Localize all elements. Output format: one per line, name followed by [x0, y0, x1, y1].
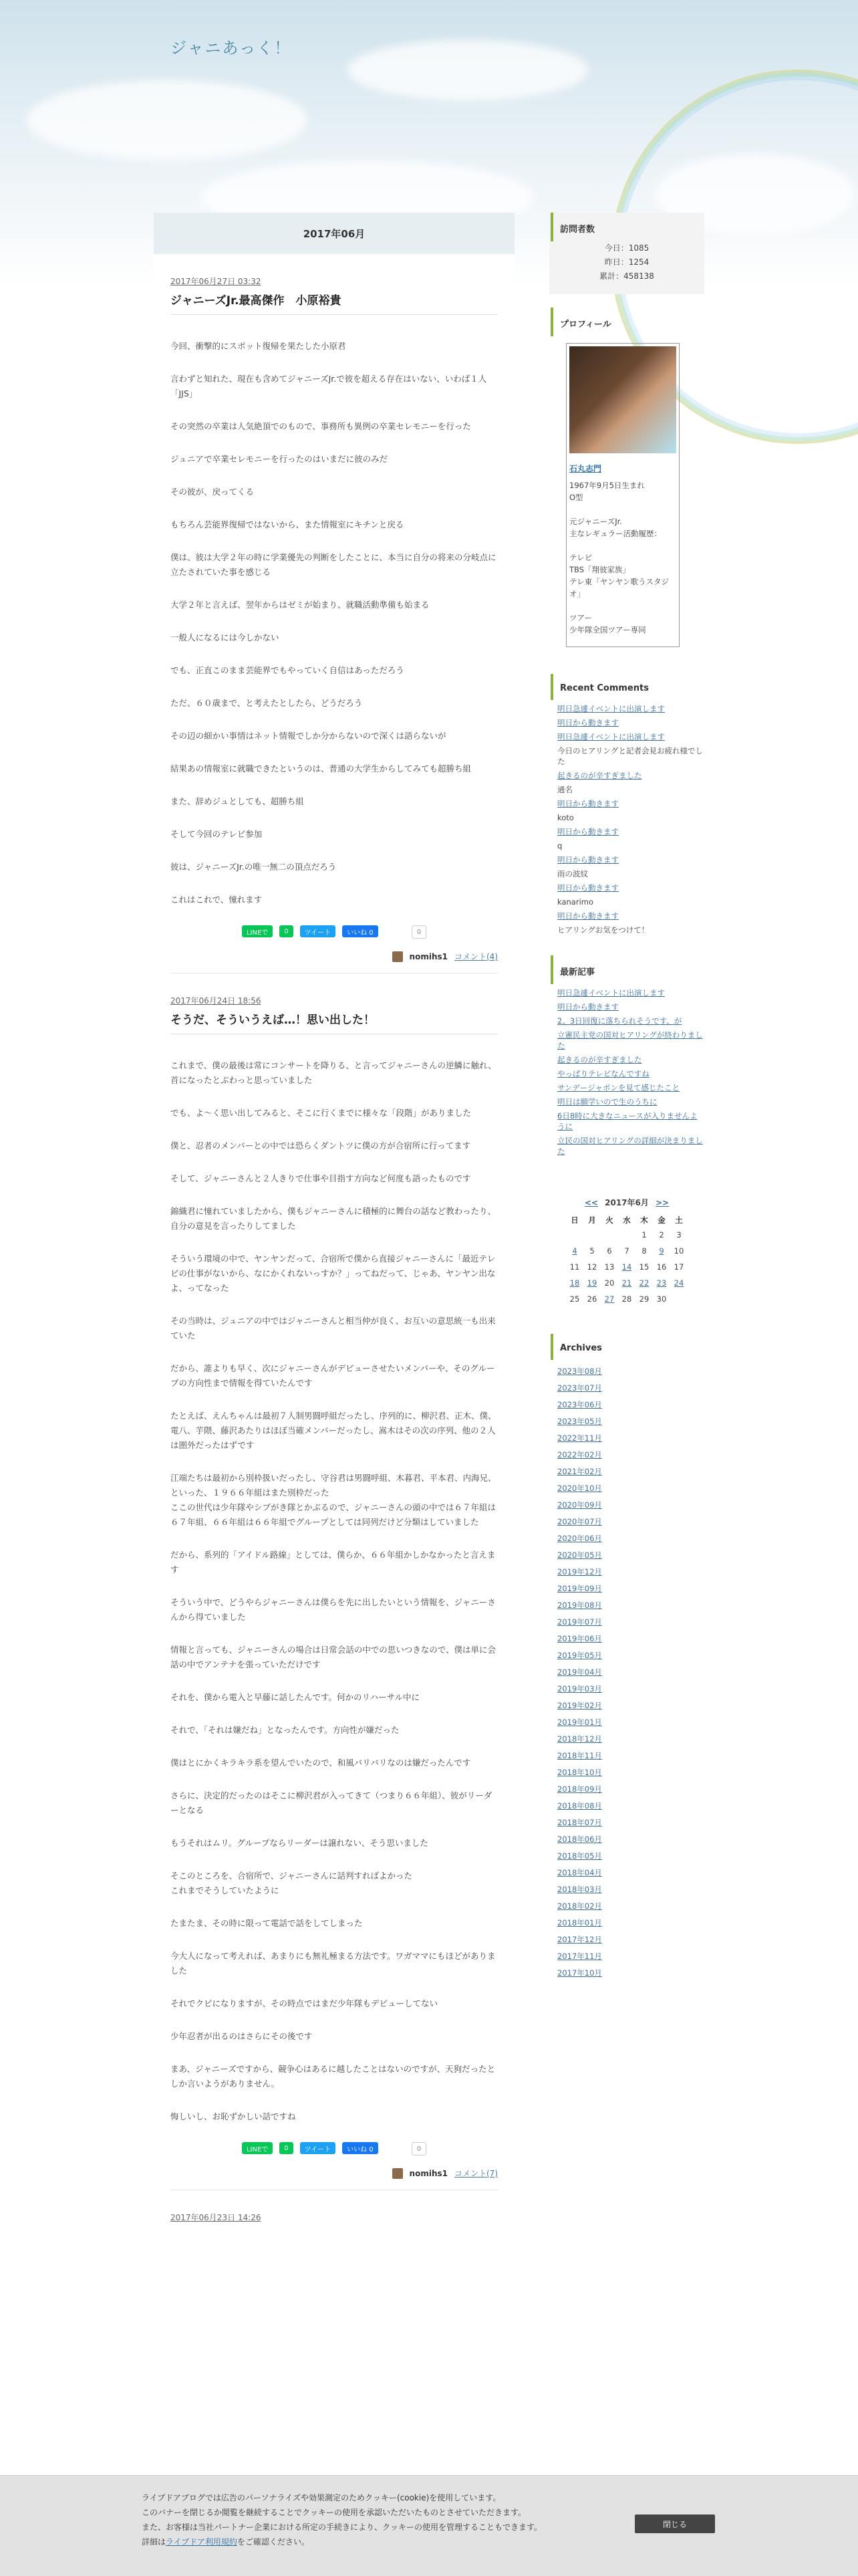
calendar-day: 12: [587, 1262, 597, 1272]
calendar-section: [549, 1197, 704, 1307]
archive-link[interactable]: 2023年05月: [557, 1417, 602, 1426]
cloud-decoration: [27, 80, 307, 160]
calendar-weekday: 月: [588, 1215, 596, 1225]
entry-paragraph: 今回、衝撃的にスポット復帰を果たした小原君: [170, 341, 346, 351]
calendar-day: 20: [604, 1278, 615, 1288]
latest-posts-section: [549, 955, 704, 1157]
entry-paragraph: 情報と言っても、ジャニーさんの場合は日常会話の中での思いつきなので、僕は単に会話の中でアンテナを張っていただけです: [170, 1645, 496, 1669]
calendar-weekday: 土: [675, 1215, 683, 1225]
recent-comments-heading: Recent Comments: [551, 674, 704, 700]
access-heading: 訪問者数: [551, 213, 704, 241]
calendar-week: [566, 1227, 688, 1243]
latest-post-link[interactable]: 6日8時に大きなニュースが入りませんように: [557, 1111, 698, 1131]
recent-comment-link[interactable]: 明日から動きます: [557, 718, 619, 727]
calendar-day: [583, 1227, 601, 1243]
latest-post-link[interactable]: 立民の国対ヒアリングの詳細が決まりました: [557, 1136, 703, 1156]
recent-comment-link[interactable]: 明日急遽イベントに出演します: [557, 704, 665, 713]
entry-paragraph: 彼は、ジャニーズJr.の唯一無二の頂点だろう: [170, 862, 337, 872]
entry-body: [170, 1058, 498, 2124]
recent-comment-link[interactable]: 明日から動きます: [557, 799, 619, 808]
calendar-day: 13: [604, 1262, 615, 1272]
recent-comment-author: koto: [557, 813, 574, 822]
entry-title[interactable]: そうだ、そういうえば…！思い出した！: [170, 1010, 498, 1034]
calendar-weekday: 木: [640, 1215, 648, 1225]
entry-paragraph: その突然の卒業は人気絶頂でのもので、事務所も異例の卒業セレモニーを行った: [170, 421, 471, 431]
entry-paragraph: だから、系列的「アイドル路線」としては、僕らか、６６年組かしかなかったと言えます: [170, 1550, 496, 1574]
cookie-line: このバナーを閉じるか閲覧を継続することでクッキーの使用を承認いただいたものとさせていただきます。: [142, 2508, 527, 2517]
calendar-day: 29: [639, 1294, 650, 1304]
archive-link[interactable]: 2023年07月: [557, 1383, 602, 1393]
entry: [154, 275, 515, 973]
calendar-day: 6: [607, 1246, 612, 1256]
archives-section: [549, 1334, 704, 1978]
calendar-weekday: 金: [658, 1215, 666, 1225]
entry-paragraph: それを、僕から電入と早藤に話したんです。何かのリハーサル中に: [170, 1692, 420, 1702]
archive-link[interactable]: 2017年11月: [557, 1952, 602, 1961]
cookie-banner: [0, 2475, 858, 2576]
entry-paragraph: 言わずと知れた、現在も含めてジャニーズJr.で彼を超える存在はいない、いわば１人「JJS」: [170, 374, 487, 398]
line-like-button[interactable]: 0: [279, 925, 293, 937]
profile-photo: [569, 346, 676, 453]
line-share-button[interactable]: LINEで: [242, 2142, 273, 2154]
tweet-button[interactable]: ツイート: [300, 925, 336, 937]
archive-link[interactable]: 2018年06月: [557, 1835, 602, 1844]
calendar-day: 15: [639, 1262, 650, 1272]
recent-comment-link[interactable]: 起きるのが辛すぎました: [557, 771, 642, 780]
calendar-day: 2: [659, 1230, 664, 1240]
calendar-day[interactable]: 14: [621, 1262, 632, 1272]
calendar-day: 26: [587, 1294, 597, 1304]
entry-paragraph: それでクビになりますが、その時点ではまだ少年隊もデビューしてない: [170, 1998, 438, 2008]
profile-text: 1967年9月5日生まれ O型 元ジャニーズJr. 主なレギュラー活動履歴： テレビ TBS「翔彼家族」 テレ東「ヤンヤン歌うスタジオ」 ツアー 少年隊全国ツアー専同: [569, 481, 670, 634]
calendar-day[interactable]: 21: [621, 1278, 632, 1288]
entry-paragraph: 今大人になって考えれば、あまりにも無礼極まる方法です。ワガママにもほどがありました: [170, 1951, 496, 1976]
calendar-day: 3: [676, 1230, 682, 1240]
recent-comment-author: 通名: [557, 785, 573, 794]
calendar-week: [566, 1275, 688, 1291]
facebook-like-button[interactable]: いいね 0: [342, 925, 378, 937]
calendar-table: [566, 1213, 688, 1307]
calendar-day: [566, 1227, 583, 1243]
entry-paragraph: まあ、ジャニーズですから、競争心はあるに越したことはないのですが、天狗だったとしか言いようがありません。: [170, 2064, 496, 2089]
recent-comment-link[interactable]: 明日から動きます: [557, 827, 619, 836]
entry-date[interactable]: 2017年06月24日 18:56: [170, 996, 261, 1006]
calendar-day[interactable]: 27: [604, 1294, 615, 1304]
latest-post-link[interactable]: やっぱりテレビなんですね: [557, 1069, 650, 1078]
archive-link[interactable]: 2022年11月: [557, 1433, 602, 1443]
calendar-weekday: 日: [571, 1215, 579, 1225]
calendar-weekday: 火: [605, 1215, 613, 1225]
cookie-line: また、お客様は当社パートナー企業における所定の手続きにより、クッキーの使用を管理することもできます。: [142, 2523, 543, 2532]
entry-meta: [170, 2168, 498, 2190]
archive-link[interactable]: 2018年07月: [557, 1818, 602, 1827]
recent-comment-link[interactable]: 明日から動きます: [557, 855, 619, 864]
author-avatar: [392, 2168, 403, 2179]
entry-paragraph: そこのところを、合宿所で、ジャニーさんに話判すればよかった これまでそうしていたように: [170, 1871, 413, 1895]
cookie-close-button[interactable]: 閉じる: [635, 2514, 715, 2533]
livedoor-like-button[interactable]: 0: [412, 2142, 426, 2155]
main-column: [154, 213, 515, 2575]
calendar-next-link[interactable]: >>: [656, 1198, 670, 1207]
recent-comments-list: [549, 703, 704, 935]
recent-comment-author: 今日のヒアリングと記者会見お疲れ様でした: [557, 746, 704, 766]
comments-link[interactable]: コメント(4): [454, 952, 498, 961]
entry-paragraph: もちろん芸能界復帰ではないから、また情報室にキチンと戻る: [170, 519, 404, 530]
archive-link[interactable]: 2019年02月: [557, 1701, 602, 1710]
author-avatar: [392, 951, 403, 962]
profile-card: [566, 343, 680, 647]
latest-post-link[interactable]: 2、3日回復に落ちられそうです、が: [557, 1016, 682, 1026]
next-entry: [154, 2212, 515, 2223]
recent-comment-author: q: [557, 841, 563, 850]
entry-paragraph: 僕は、彼は大学２年の時に学業優先の判断をしたことに、本当に自分の将来の分岐点に立たされていた事を感じる: [170, 552, 496, 577]
share-buttons: [170, 2142, 498, 2155]
calendar-day: 1: [641, 1230, 647, 1240]
entry-paragraph: 一般人になるには今しかない: [170, 632, 279, 642]
line-like-button[interactable]: 0: [279, 2142, 293, 2154]
calendar-prev-link[interactable]: <<: [584, 1198, 598, 1207]
calendar-day: [601, 1227, 618, 1243]
author-name[interactable]: nomihs1: [409, 2168, 448, 2178]
entry-paragraph: そして今回のテレビ参加: [170, 829, 263, 839]
recent-comment-link[interactable]: 明日から動きます: [557, 911, 619, 921]
entry-paragraph: 江端たちは最初から別枠扱いだったし、守谷君は男闘呼組、木暮君、平本君、内海兄、といった、１９６６年組はまた別枠だった ここの世代は少年隊やシブがき隊とかぶるので、ジャニーさんの頭の中では６７年組は６７年組、６６年組は６６年組でグループとしては同列だけど分類はしていました: [170, 1473, 496, 1527]
calendar-day: 7: [624, 1246, 629, 1256]
archive-link[interactable]: 2018年03月: [557, 1885, 602, 1894]
line-share-button[interactable]: LINEで: [242, 925, 273, 937]
archive-link[interactable]: 2020年09月: [557, 1500, 602, 1510]
calendar-day: 5: [589, 1246, 595, 1256]
archive-link[interactable]: 2023年08月: [557, 1367, 602, 1376]
site-title[interactable]: ジャニあっく！: [170, 39, 292, 57]
archive-link[interactable]: 2019年01月: [557, 1718, 602, 1727]
calendar-day: [618, 1227, 635, 1243]
archive-link[interactable]: 2018年11月: [557, 1751, 602, 1760]
calendar-weekday: 水: [623, 1215, 631, 1225]
terms-link[interactable]: ライブドア利用規約: [166, 2537, 237, 2547]
latest-posts-heading: 最新記事: [551, 955, 704, 984]
archive-link[interactable]: 2018年01月: [557, 1918, 602, 1927]
entry-paragraph: 大学２年と言えば、翌年からはゼミが始まり、就職活動準備も始まる: [170, 600, 430, 610]
latest-post-link[interactable]: 明日急遽イベントに出演します: [557, 988, 665, 998]
entry-paragraph: その辺の細かい事情はネット情報でしか分からないので深くは語らないが: [170, 731, 446, 741]
entry-paragraph: もうそれはムリ。グループならリーダーは譲れない、そう思いました: [170, 1838, 428, 1848]
archives-heading: Archives: [551, 1334, 704, 1360]
archive-link[interactable]: 2019年06月: [557, 1634, 602, 1643]
entry-paragraph: ただ、６０歳まで、と考えたとしたら、どうだろう: [170, 698, 363, 708]
recent-comment-author: ヒアリングお気をつけて！: [557, 925, 650, 935]
cookie-line: [142, 2535, 542, 2549]
share-buttons: [170, 925, 498, 939]
recent-comment-author: 雨の波紋: [557, 869, 588, 879]
profile-heading: プロフィール: [551, 308, 704, 336]
calendar-day: 25: [569, 1294, 580, 1304]
latest-post-link[interactable]: 明日は願学いので生のうちに: [557, 1097, 658, 1106]
sidebar: [549, 213, 704, 1978]
archives-list: [549, 1366, 704, 1978]
access-total: 累計：458138: [599, 271, 654, 281]
archive-link[interactable]: 2018年05月: [557, 1851, 602, 1861]
archive-link[interactable]: 2018年04月: [557, 1868, 602, 1877]
cookie-line: ライブドアブログでは広告のパーソナライズや効果測定のためクッキー(cookie)を使用しています。: [142, 2493, 501, 2502]
entry-paragraph: ジュニアで卒業セレモニーを行ったのはいまだに彼のみだ: [170, 454, 388, 464]
entry-paragraph: さらに、決定的だったのはそこに柳沢君が入ってきて（つまり６６年組）、彼がリーダーとなる: [170, 1790, 492, 1815]
calendar-day: 30: [656, 1294, 667, 1304]
archive-link[interactable]: 2017年12月: [557, 1935, 602, 1944]
entry-paragraph: そういう環境の中で、ヤンヤンだって、合宿所で僕から直接ジャニーさんに「最近テレビの仕事がないから、なにかくれないっすか？」ってねだって、じゃあ、ヤンヤン出なよ、ってなった: [170, 1254, 496, 1293]
archive-link[interactable]: 2019年05月: [557, 1651, 602, 1660]
archive-link[interactable]: 2018年09月: [557, 1784, 602, 1794]
entry-date[interactable]: 2017年06月27日 03:32: [170, 277, 261, 286]
calendar-day[interactable]: 24: [674, 1278, 684, 1288]
entry-paragraph: たまたま、その時に限って電話で話をしてしまった: [170, 1918, 363, 1928]
calendar-day[interactable]: 22: [639, 1278, 650, 1288]
cookie-line-prefix: 詳細は: [142, 2537, 166, 2547]
calendar-day: 16: [656, 1262, 667, 1272]
entry-paragraph: また、辞めジュとしても、超勝ち組: [170, 796, 304, 806]
calendar-day: [670, 1291, 688, 1307]
entry-meta: [170, 951, 498, 973]
cookie-text: [142, 2490, 542, 2549]
entry-paragraph: たとえば、えんちゃんは最初７人制男闘呼組だったし、序列的に、柳沢君、正木、僕、電八、芋隈、藤沢あたりはほぼ当確メンバーだったし、嵩木はその次の序列、他の２人は圏外だったはずです: [170, 1411, 496, 1450]
calendar-day: 8: [641, 1246, 647, 1256]
entry-body: [170, 339, 498, 907]
cloud-decoration: [347, 40, 588, 100]
calendar-day[interactable]: 23: [656, 1278, 667, 1288]
archive-link[interactable]: 2018年08月: [557, 1801, 602, 1810]
author-name[interactable]: nomihs1: [409, 951, 448, 961]
access-today: 今日：1085: [604, 243, 650, 253]
calendar-day[interactable]: 9: [659, 1246, 664, 1256]
latest-posts-list: [549, 987, 704, 1157]
entry-paragraph: でも、正直このまま芸能界でもやっていく自信はあっただろう: [170, 665, 404, 675]
entry-paragraph: 悔しいし、お恥ずかしい話ですね: [170, 2111, 296, 2121]
archive-link[interactable]: 2018年12月: [557, 1734, 602, 1744]
recent-comment-link[interactable]: 明日急遽イベントに出演します: [557, 732, 665, 741]
calendar-day[interactable]: 4: [572, 1246, 577, 1256]
livedoor-like-button[interactable]: 0: [412, 925, 426, 939]
month-header: 2017年06月: [154, 213, 515, 254]
comments-link[interactable]: コメント(7): [454, 2169, 498, 2178]
calendar-day: 28: [621, 1294, 632, 1304]
archive-link[interactable]: 2019年09月: [557, 1584, 602, 1593]
entry: [154, 995, 515, 2190]
facebook-like-button[interactable]: いいね 0: [342, 2142, 378, 2154]
entry-paragraph: だから、誰よりも早く、次にジャニーさんがデビューさせたいメンバーや、そのグループの方向性まで情報を得ていたんです: [170, 1363, 495, 1388]
archive-link[interactable]: 2020年10月: [557, 1484, 602, 1493]
recent-comments-section: [549, 674, 704, 935]
recent-comment-author: kanarimo: [557, 897, 594, 907]
archive-link[interactable]: 2020年07月: [557, 1517, 602, 1526]
profile-section: [549, 308, 704, 647]
tweet-button[interactable]: ツイート: [300, 2142, 336, 2154]
latest-post-link[interactable]: 明日から動きます: [557, 1002, 619, 1012]
calendar-month-label: 2017年6月: [605, 1198, 649, 1207]
archive-link[interactable]: 2019年07月: [557, 1617, 602, 1627]
calendar-nav: [549, 1197, 704, 1208]
entry-paragraph: そして、ジャニーさんと２人きりで仕事や目指す方向など何度も語ったものです: [170, 1173, 471, 1183]
archive-link[interactable]: 2017年10月: [557, 1968, 602, 1978]
archive-link[interactable]: 2019年12月: [557, 1567, 602, 1576]
calendar-day: 11: [569, 1262, 580, 1272]
calendar-week: [566, 1259, 688, 1275]
entry-paragraph: それで、「それは嫌だね」となったんです。方向性が嫌だった: [170, 1725, 400, 1735]
archive-link[interactable]: 2023年06月: [557, 1400, 602, 1409]
access-yesterday: 昨日：1254: [604, 257, 650, 267]
archive-link[interactable]: 2020年05月: [557, 1550, 602, 1560]
entry-paragraph: 結果あの情報室に就職できたというのは、普通の大学生からしてみても超勝ち組: [170, 764, 472, 774]
calendar-week: [566, 1243, 688, 1259]
archive-link[interactable]: 2022年02月: [557, 1450, 602, 1459]
entry-title[interactable]: ジャニーズJr.最高傑作 小原裕貴: [170, 291, 498, 315]
archive-link[interactable]: 2020年06月: [557, 1534, 602, 1543]
recent-comment-link[interactable]: 明日から動きます: [557, 883, 619, 893]
entry-paragraph: その当時は、ジュニアの中ではジャニーさんと相当仲が良く、お互いの意思統一も出来ていた: [170, 1316, 496, 1340]
archive-link[interactable]: 2019年04月: [557, 1667, 602, 1677]
entry-paragraph: 少年忍者が出るのはさらにその後です: [170, 2031, 313, 2041]
calendar-week: [566, 1291, 688, 1307]
entry-paragraph: これまで、僕の最後は常にコンサートを降りる、と言ってジャニーさんの逆鱗に触れ、首になったとぶわっと思っていました: [170, 1060, 496, 1085]
calendar-day[interactable]: 19: [587, 1278, 597, 1288]
entry-date[interactable]: 2017年06月23日 14:26: [170, 2213, 261, 2222]
entry-paragraph: そういう中で、どうやらジャニーさんは僕らを先に出したいという情報を、ジャニーさんから得ていました: [170, 1597, 496, 1622]
archive-link[interactable]: 2018年10月: [557, 1768, 602, 1777]
latest-post-link[interactable]: 立憲民主党の国対ヒアリングが終わりました: [557, 1030, 703, 1050]
archive-link[interactable]: 2018年02月: [557, 1901, 602, 1911]
calendar-day: 17: [674, 1262, 684, 1272]
latest-post-link[interactable]: サンデージャポンを見て感じたこと: [557, 1083, 680, 1092]
entry-paragraph: 僕と、忍者のメンバーとの中では恐らくダントツに僕の方が合宿所に行ってます: [170, 1141, 471, 1151]
entry-paragraph: でも、よ～く思い出してみると、そこに行くまでに様々な「段階」がありました: [170, 1108, 472, 1118]
entry-paragraph: これはこれで、憧れます: [170, 895, 263, 905]
calendar-day[interactable]: 18: [569, 1278, 580, 1288]
cookie-line-suffix: をご確認ください。: [237, 2537, 309, 2547]
latest-post-link[interactable]: 起きるのが辛すぎました: [557, 1055, 642, 1064]
archive-link[interactable]: 2021年02月: [557, 1467, 602, 1476]
archive-link[interactable]: 2019年08月: [557, 1601, 602, 1610]
entry-paragraph: 僕はとにかくキラキラ系を望んでいたので、和風バリバリなのは嫌だったんです: [170, 1758, 471, 1768]
entry-paragraph: その彼が、戻ってくる: [170, 487, 255, 497]
calendar-day: 10: [674, 1246, 684, 1256]
access-counter: [549, 213, 704, 294]
entry-paragraph: 錦織君に憧れていましたから、僕もジャニーさんに積極的に舞台の話など教わったり、自分の意見を言ったりしてました: [170, 1206, 496, 1231]
archive-link[interactable]: 2019年03月: [557, 1684, 602, 1693]
entries-list: [154, 275, 515, 2190]
profile-name[interactable]: 石丸志門: [569, 464, 602, 473]
